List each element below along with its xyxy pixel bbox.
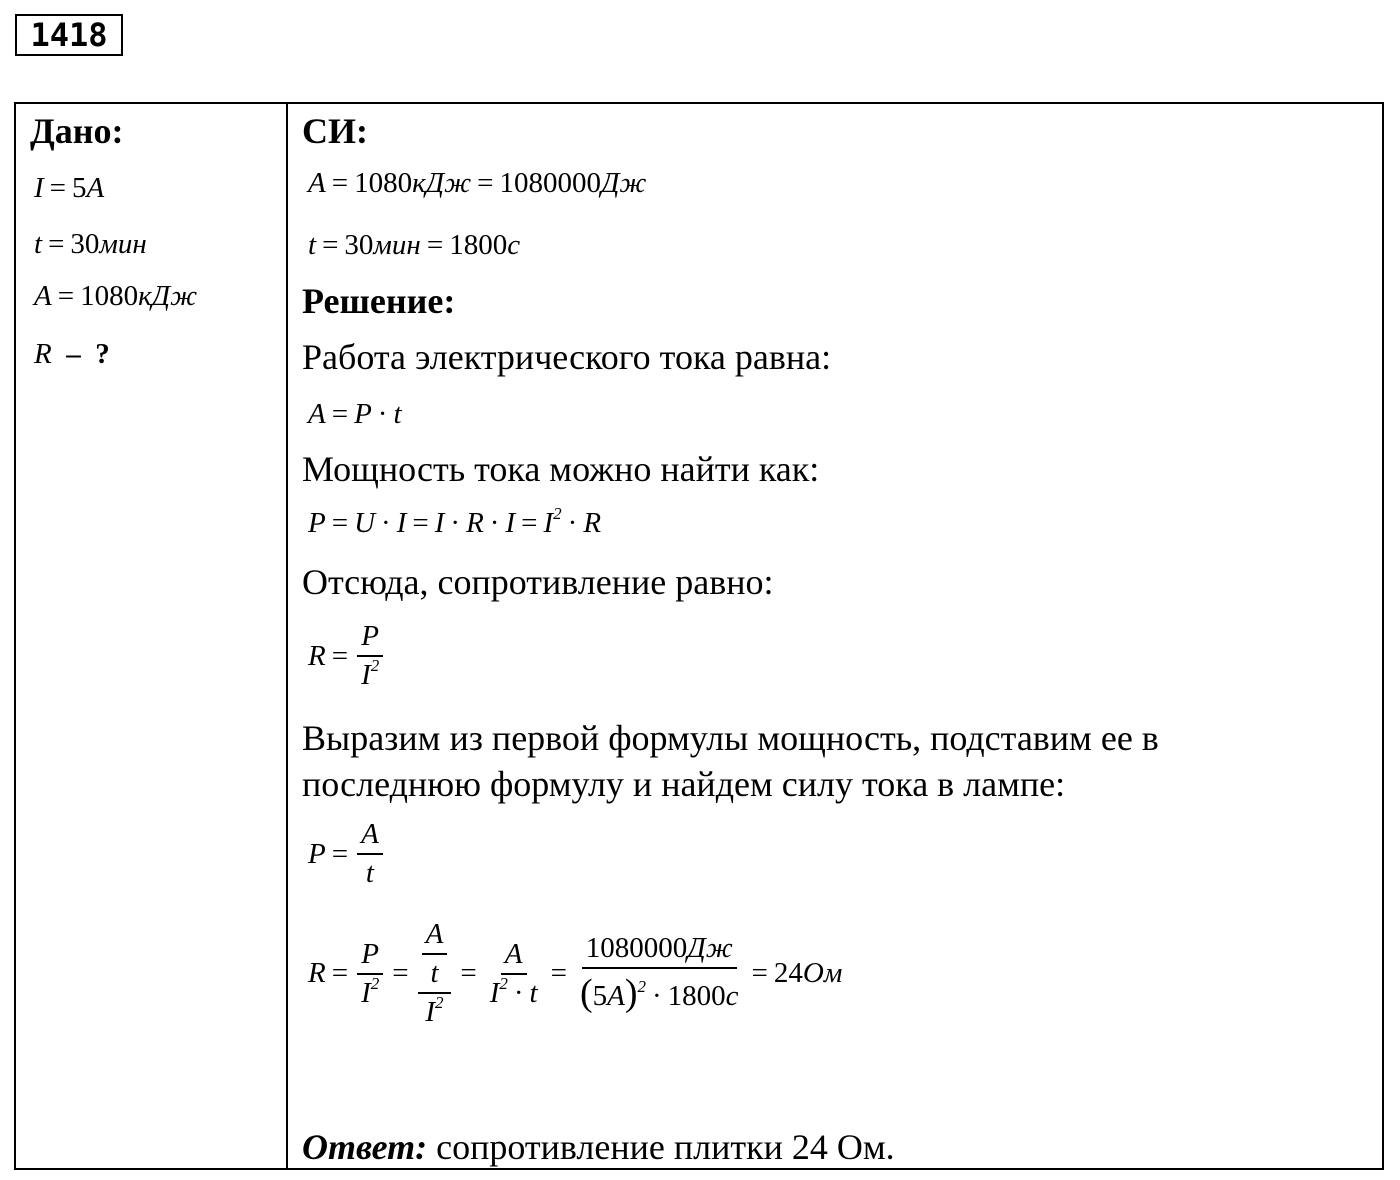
si-time: t = 30мин = 1800с <box>308 229 521 261</box>
solution-text-2: Мощность тока можно найти как: <box>302 449 820 489</box>
given-current: I = 5A <box>34 172 105 204</box>
given-heading: Дано: <box>30 111 124 151</box>
solution-text-1: Работа электрического тока равна: <box>302 337 832 377</box>
given-unknown: R – ? <box>34 338 110 370</box>
equation-power-from-work: P = $\frac{A}{t}$ <box>308 818 386 890</box>
problem-number: 1418 <box>15 14 123 56</box>
given-work: A = 1080кДж <box>34 280 198 312</box>
answer-label: Ответ: <box>302 1127 428 1167</box>
equation-work: A = P · t <box>308 398 402 430</box>
equation-resistance: R = $\frac{P}{I^2}$ <box>308 620 386 692</box>
answer <box>302 1126 895 1168</box>
equation-power: $P = U \cdot I = I \cdot R \cdot I = I^2 \cdot R$ <box>308 504 602 539</box>
si-heading: СИ: <box>302 111 368 151</box>
si-work: A = 1080кДж = 1080000Дж <box>308 167 647 199</box>
solution-text-3: Отсюда, сопротивление равно: <box>302 562 774 602</box>
equation-final: R = $\frac{P}{I^2}$ = $\frac{\frac{A}{t}}{I^2}$ = $\frac{A}{I^2 \cdot t}$ = $\frac{1080000Дж}{(5A)^2 \cdot 1800с}$ = 24 Ом <box>308 918 843 1028</box>
solution-text-4a: Выразим из первой формулы мощность, подставим ее в <box>302 718 1159 758</box>
solution-heading: Решение: <box>302 281 456 321</box>
given-time: t = 30мин <box>34 228 147 260</box>
answer-text: сопротивление плитки 24 Ом. <box>436 1127 895 1167</box>
solution-text-4b: последнюю формулу и найдем силу тока в лампе: <box>302 764 1066 804</box>
column-divider <box>286 102 288 1170</box>
